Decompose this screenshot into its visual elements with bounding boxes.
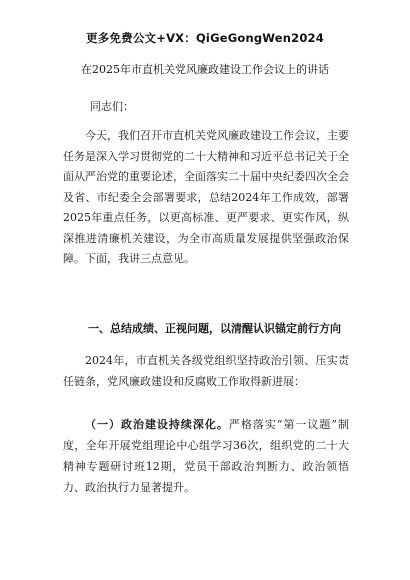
promo-header: 更多免费公文+VX：QiGeGongWen2024	[86, 31, 324, 45]
subsection-1-body: 严格落实“第一议题”制度，全年开展党组理论中心组学习36次，组织党的二十大精神专题研讨班12期，党员干部政治判断力、政治领悟力、政治执行力显著提升。	[63, 418, 350, 494]
salutation: 同志们：	[90, 100, 134, 113]
section-1-paragraph: 2024年，市直机关各级党组织坚持政治引领、压实责任链条，党风廉政建设和反腐败工作取得新进展：	[63, 354, 349, 388]
document-title: 在2025年市直机关党风廉政建设工作会议上的讲话	[81, 63, 329, 76]
subsection-1-paragraph	[63, 414, 349, 498]
section-heading-1: 一、总结成绩、正视问题，以清醒认识锚定前行方向	[88, 322, 341, 335]
subsection-1-title: （一）政治建设持续深化。	[85, 418, 229, 431]
intro-paragraph: 今天，我们召开市直机关党风廉政建设工作会议，主要任务是深入学习贯彻党的二十大精神和习近平总书记关于全面从严治党的重要论述，全面落实二十届中央纪委四次全会及省、市纪委全会部署要求，总结2024年工作成效，部署2025年重点任务，以更高标准、更严要求、更实作风，纵深推进清廉机关建设，为全市高质量发展提供坚强政治保障。下面，我讲三点意见。	[63, 129, 349, 265]
